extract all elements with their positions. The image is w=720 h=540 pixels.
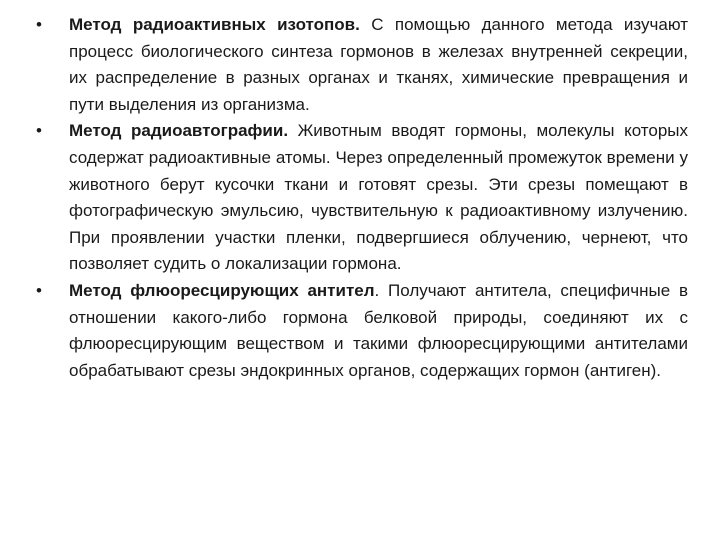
bullet-item-radioisotopes (36, 12, 688, 118)
method-term: Метод радиоактивных изотопов. (69, 15, 360, 34)
bullet-list (36, 12, 688, 384)
method-description: С помощью данного метода изучают процесс биологического синтеза гормонов в железах внутренней секреции, их распределение в разных органах и тканях, химические превращения и пути выделения из организма. (69, 15, 688, 114)
bullet-icon: • (36, 121, 42, 141)
bullet-item-fluorescent-antibodies (36, 278, 688, 384)
method-term: Метод флюоресцирующих антител (69, 280, 375, 300)
bullet-item-autoradiography (36, 118, 688, 278)
method-description: Животным вводят гормоны, молекулы которых содержат радиоактивные атомы. Через определенный промежуток времени у животного берут кусочки ткани и готовят срезы. Эти срезы помещают в фотографическую эмульсию, чувствительную к радиоактивному излучению. При проявлении участки пленки, подвергшиеся облучению, чернеют, что позволяет судить о локализации гормона. (69, 121, 688, 274)
method-term: Метод радиоавтографии. (69, 121, 289, 141)
method-description: . Получают антитела, специфичные в отношении какого-либо гормона белковой природы, соединяют их с флюоресцирующим веществом и такими флюоресцирующими антителами обрабатывают срезы эндокринных органов, содержащих гормон (антиген). (69, 280, 689, 380)
bullet-icon: • (36, 15, 42, 34)
bullet-icon: • (36, 280, 42, 300)
